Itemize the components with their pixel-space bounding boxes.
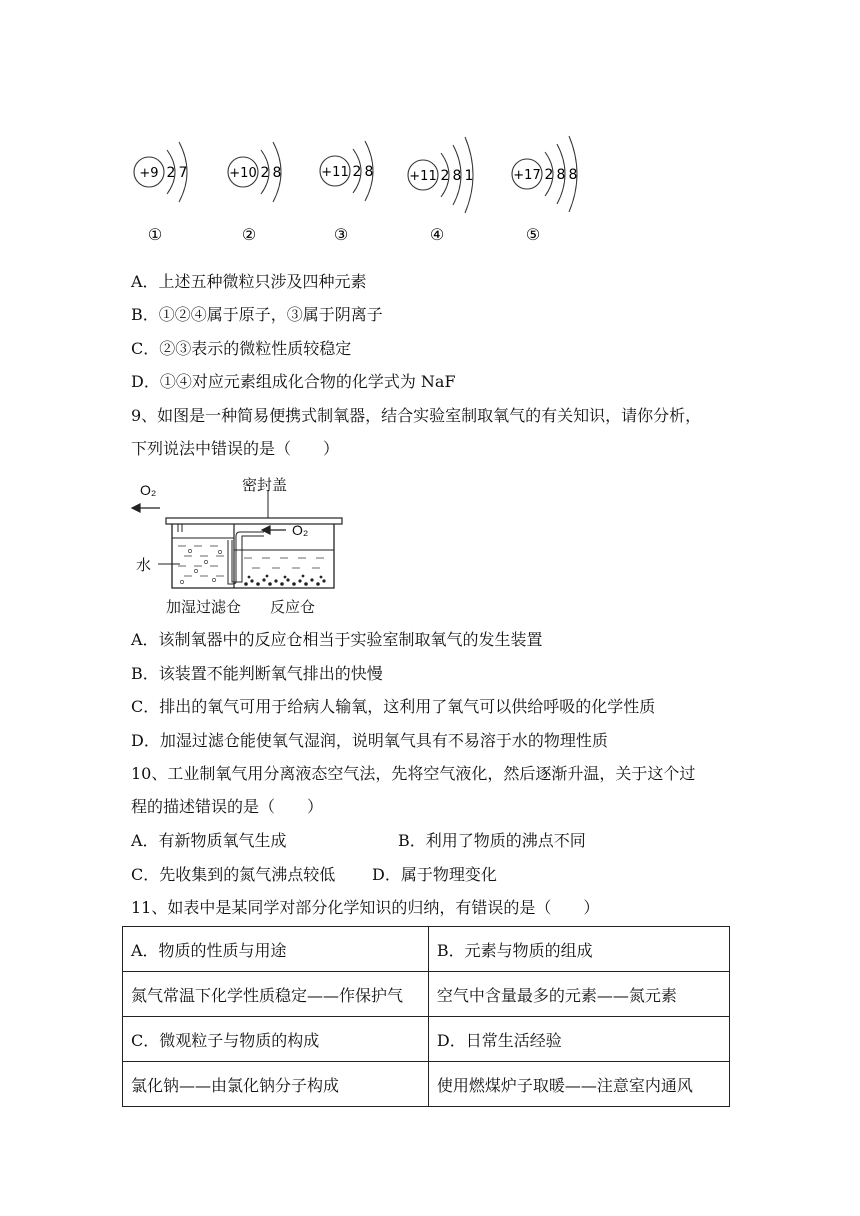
atom-marker: ① bbox=[147, 225, 163, 244]
q8-option-a: A．上述五种微粒只涉及四种元素 bbox=[131, 272, 367, 291]
water-hatching bbox=[178, 546, 324, 576]
atom-diagram bbox=[408, 137, 473, 244]
nucleus-charge: +9 bbox=[139, 166, 159, 181]
atom-marker: ④ bbox=[429, 225, 445, 244]
label-sealed-lid: 密封盖 bbox=[242, 477, 288, 494]
table-cell: B．元素与物质的组成 bbox=[428, 927, 729, 972]
shell-electron-count: 1 bbox=[464, 168, 474, 184]
label-humidifier-filter: 加湿过滤仓 bbox=[166, 599, 242, 616]
q9-stem-line1: 9、如图是一种简易便携式制氧器，结合实验室制取氧气的有关知识，请你分析， bbox=[131, 406, 702, 425]
table-cell: 使用燃煤炉子取暖——注意室内通风 bbox=[428, 1062, 729, 1107]
oxygen-generator-figure bbox=[128, 470, 358, 620]
table-cell: C．微观粒子与物质的构成 bbox=[123, 1017, 429, 1062]
table-cell: 空气中含量最多的元素——氮元素 bbox=[428, 972, 729, 1017]
table-row bbox=[123, 927, 730, 972]
q10-option-b: B．利用了物质的沸点不同 bbox=[398, 831, 586, 850]
q11-table bbox=[122, 926, 730, 1107]
atom-diagram bbox=[228, 142, 281, 244]
q10-option-d: D．属于物理变化 bbox=[372, 865, 497, 884]
q10-stem-line2: 程的描述错误的是（ ） bbox=[131, 797, 324, 816]
table-row bbox=[123, 1017, 730, 1062]
table-row bbox=[123, 972, 730, 1017]
label-reaction-chamber: 反应仓 bbox=[270, 599, 316, 616]
shell-electron-count: 2 bbox=[544, 167, 554, 183]
nucleus-charge: +17 bbox=[513, 168, 541, 183]
shell-electron-count: 7 bbox=[178, 165, 188, 181]
shell-electron-count: 2 bbox=[440, 168, 450, 184]
reactant-granules bbox=[244, 575, 325, 586]
q9-option-a: A．该制氧器中的反应仓相当于实验室制取氧气的发生装置 bbox=[131, 630, 543, 649]
shell-electron-count: 8 bbox=[568, 167, 578, 183]
table-cell: 氯化钠——由氯化钠分子构成 bbox=[123, 1062, 429, 1107]
atom-diagram bbox=[134, 142, 187, 244]
atom-marker: ⑤ bbox=[525, 225, 541, 244]
shell-electron-count: 8 bbox=[364, 164, 374, 180]
label-o2-outlet: O₂ bbox=[140, 482, 157, 498]
shell-electron-count: 2 bbox=[352, 164, 362, 180]
q9-option-b: B．该装置不能判断氧气排出的快慢 bbox=[131, 664, 383, 683]
q10-stem-line1: 10、工业制氧气用分离液态空气法，先将空气液化，然后逐渐升温，关于这个过 bbox=[131, 764, 696, 783]
atom-diagram bbox=[320, 141, 373, 244]
sealed-lid bbox=[166, 518, 342, 524]
nucleus-charge: +11 bbox=[409, 169, 437, 184]
shell-electron-count: 8 bbox=[452, 168, 462, 184]
q10-option-a: A．有新物质氧气生成 bbox=[131, 831, 287, 850]
label-o2-inlet: O₂ bbox=[292, 522, 309, 538]
atom-marker: ③ bbox=[333, 225, 349, 244]
q8-option-b: B．①②④属于原子，③属于阴离子 bbox=[131, 305, 383, 324]
table-cell: D．日常生活经验 bbox=[428, 1017, 729, 1062]
table-cell: A．物质的性质与用途 bbox=[123, 927, 429, 972]
table-cell: 氮气常温下化学性质稳定——作保护气 bbox=[123, 972, 429, 1017]
q11-stem: 11、如表中是某同学对部分化学知识的归纳，有错误的是（ ） bbox=[131, 898, 600, 917]
nucleus-charge: +10 bbox=[229, 166, 257, 181]
q9-option-c: C．排出的氧气可用于给病人输氧，这利用了氧气可以供给呼吸的化学性质 bbox=[131, 697, 656, 716]
q8-option-c: C．②③表示的微粒性质较稳定 bbox=[131, 339, 352, 358]
label-water: 水 bbox=[136, 557, 152, 574]
outlet-tube bbox=[178, 524, 182, 532]
q8-option-d: D．①④对应元素组成化合物的化学式为 NaF bbox=[131, 372, 456, 391]
shell-electron-count: 2 bbox=[166, 165, 176, 181]
table-row bbox=[123, 1062, 730, 1107]
atom-diagram bbox=[512, 136, 577, 244]
shell-electron-count: 2 bbox=[260, 165, 270, 181]
q9-stem-line2: 下列说法中错误的是（ ） bbox=[131, 439, 340, 458]
shell-electron-count: 8 bbox=[556, 167, 566, 183]
atom-diagram-svg bbox=[120, 118, 620, 258]
atom-marker: ② bbox=[241, 225, 257, 244]
q10-option-c: C．先收集到的氮气沸点较低 bbox=[131, 865, 336, 884]
shell-electron-count: 8 bbox=[272, 165, 282, 181]
nucleus-charge: +11 bbox=[321, 165, 349, 180]
q9-option-d: D．加湿过滤仓能使氧气湿润，说明氧气具有不易溶于水的物理性质 bbox=[131, 731, 608, 750]
container bbox=[172, 524, 334, 588]
atom-structure-diagrams bbox=[120, 118, 620, 258]
bubbles bbox=[180, 549, 221, 583]
